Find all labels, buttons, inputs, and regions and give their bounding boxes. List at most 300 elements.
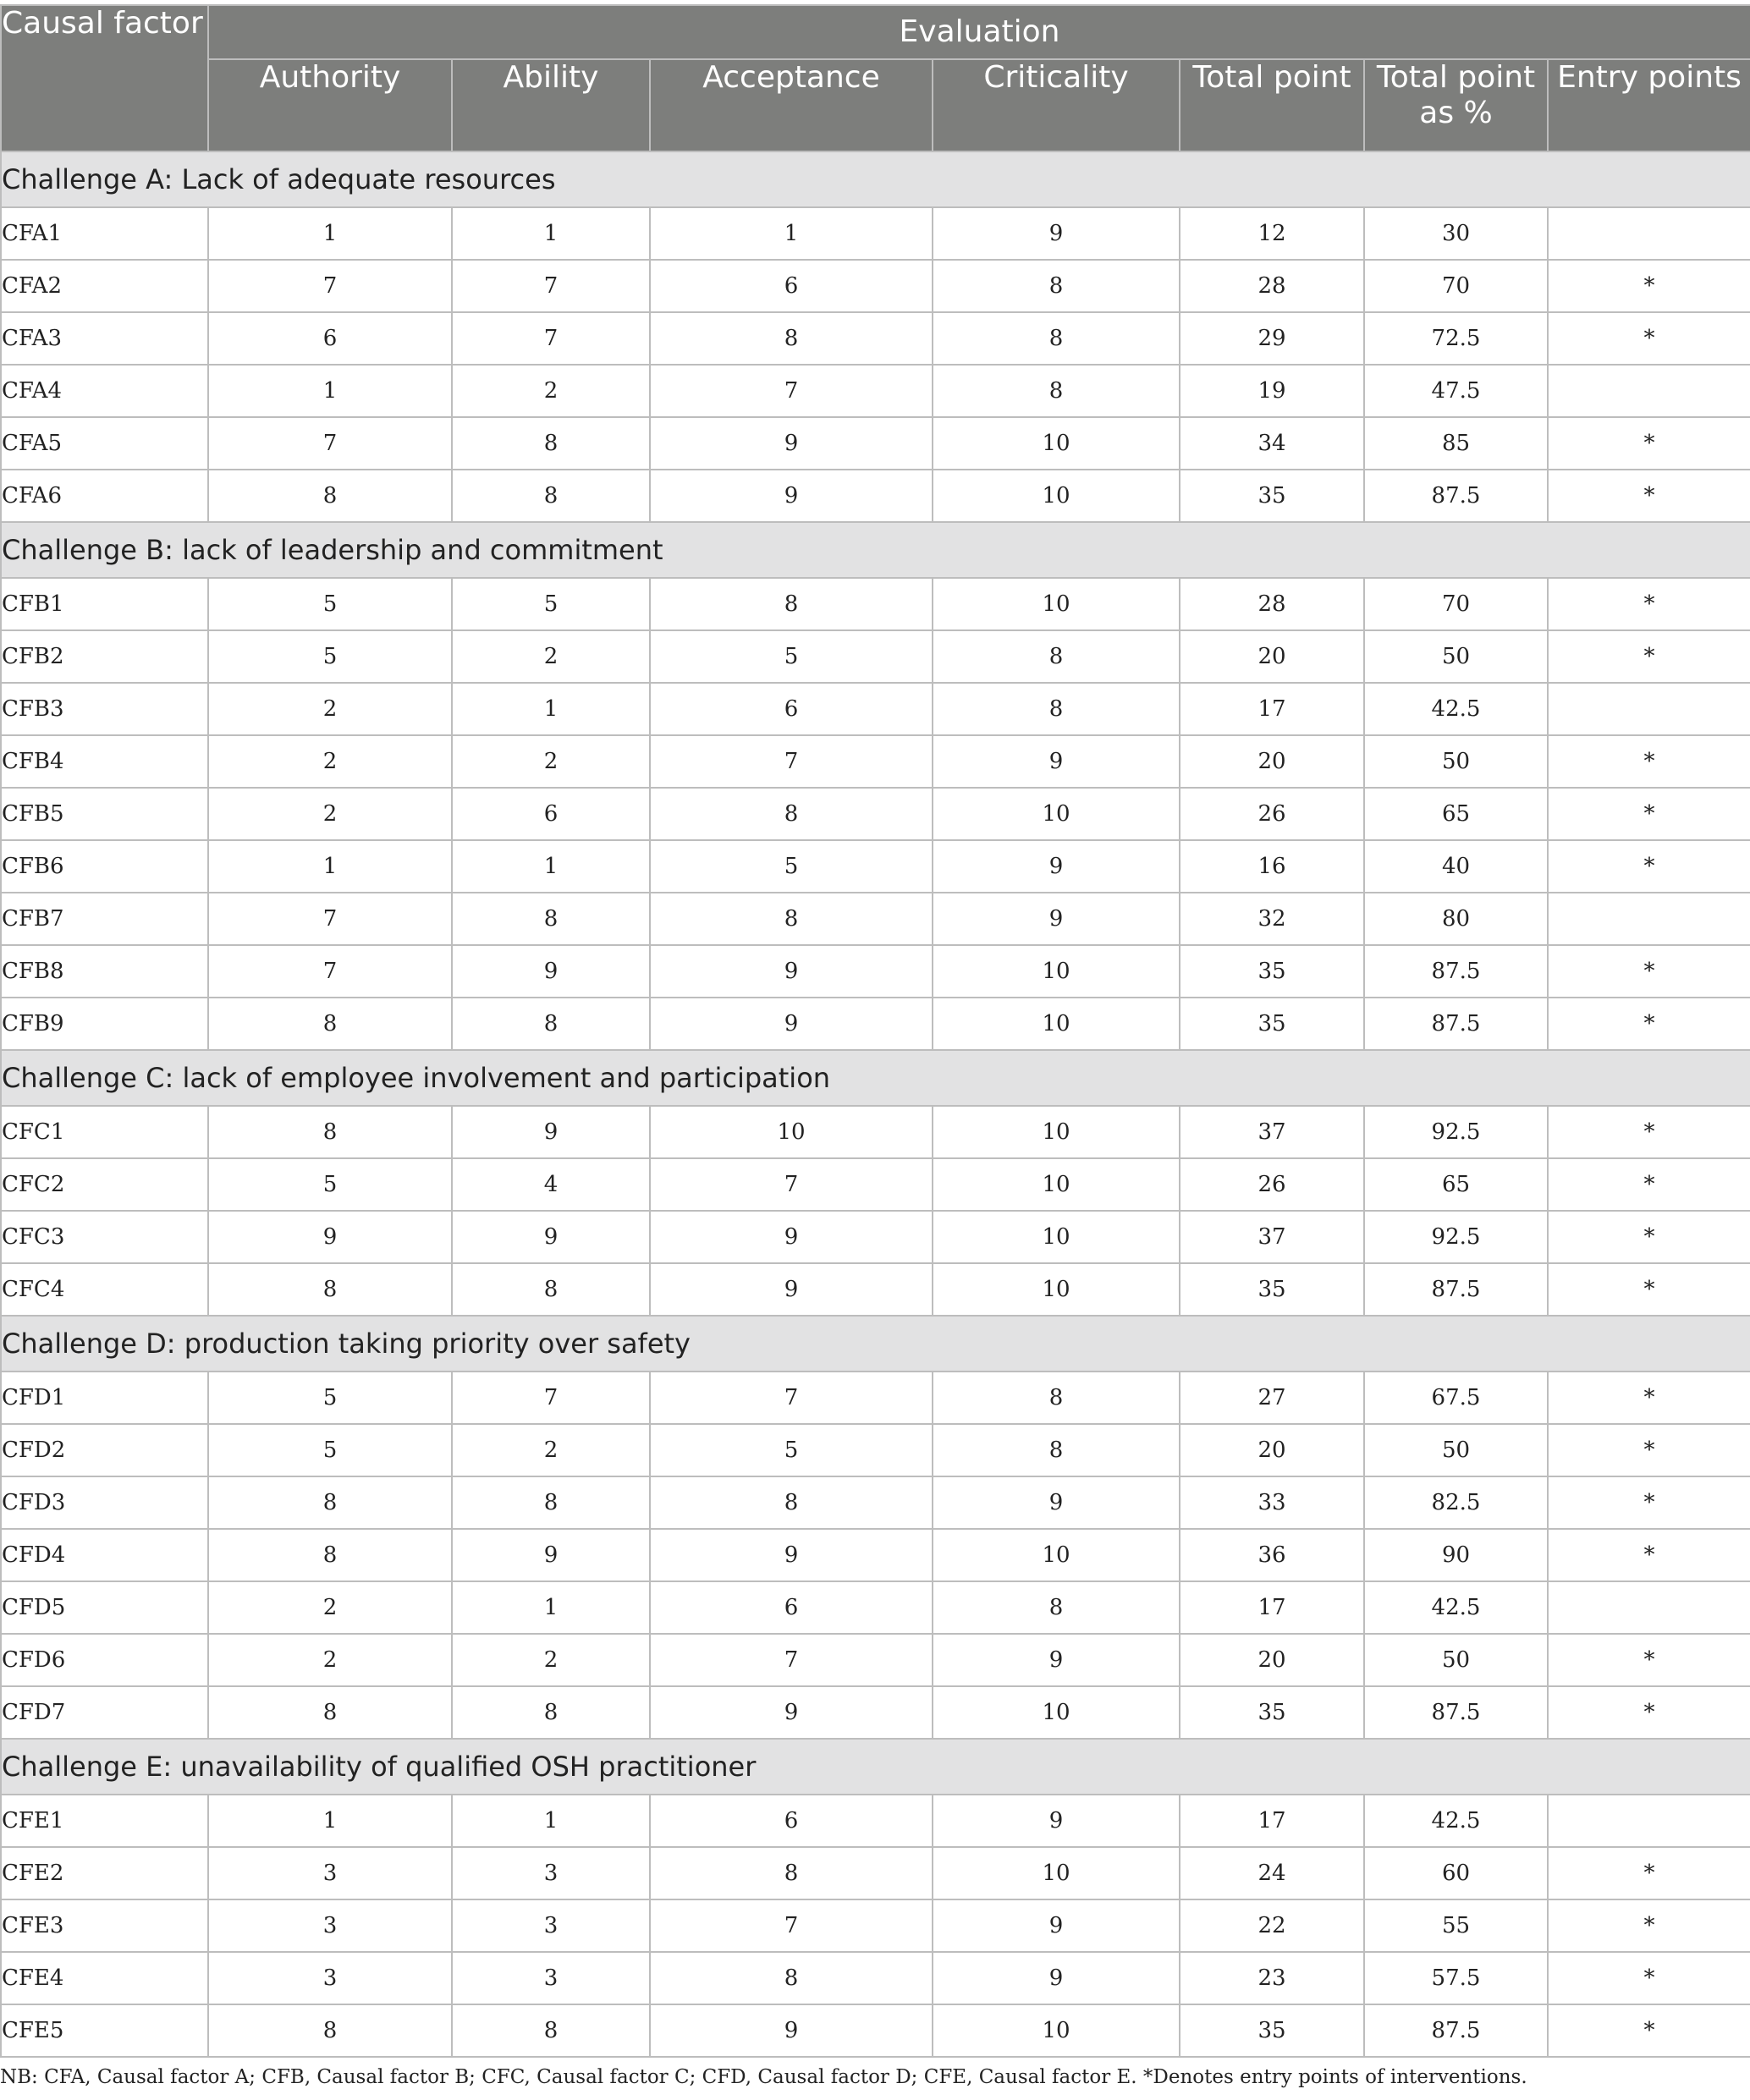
total-point-cell: 37: [1180, 1106, 1364, 1158]
total-point-percent-cell: 42.5: [1364, 683, 1548, 735]
column-header-acceptance: Acceptance: [650, 59, 933, 151]
table-row: [1, 788, 1750, 840]
criticality-cell: 10: [933, 2004, 1180, 2057]
challenge-title: Challenge A: Lack of adequate resources: [1, 151, 1750, 207]
authority-cell: 5: [208, 630, 452, 683]
total-point-percent-cell: 60: [1364, 1847, 1548, 1899]
acceptance-cell: 7: [650, 1899, 933, 1952]
total-point-cell: 35: [1180, 1263, 1364, 1316]
total-point-cell: 28: [1180, 260, 1364, 312]
entry-point-cell: *: [1548, 1211, 1750, 1263]
entry-point-cell: *: [1548, 788, 1750, 840]
criticality-cell: 10: [933, 788, 1180, 840]
table-row: [1, 840, 1750, 893]
criticality-cell: 9: [933, 735, 1180, 788]
authority-cell: 7: [208, 945, 452, 998]
authority-cell: 8: [208, 2004, 452, 2057]
total-point-percent-cell: 42.5: [1364, 1581, 1548, 1634]
table-row: [1, 417, 1750, 470]
acceptance-cell: 9: [650, 417, 933, 470]
total-point-cell: 16: [1180, 840, 1364, 893]
acceptance-cell: 6: [650, 1581, 933, 1634]
header-row-columns: [1, 59, 1750, 151]
total-point-cell: 29: [1180, 312, 1364, 365]
table-row: [1, 1847, 1750, 1899]
criticality-cell: 10: [933, 417, 1180, 470]
acceptance-cell: 7: [650, 1634, 933, 1686]
ability-cell: 7: [452, 312, 650, 365]
criticality-cell: 10: [933, 1529, 1180, 1581]
total-point-cell: 37: [1180, 1211, 1364, 1263]
total-point-percent-cell: 50: [1364, 630, 1548, 683]
entry-point-cell: *: [1548, 1106, 1750, 1158]
total-point-cell: 17: [1180, 1795, 1364, 1847]
criticality-cell: 10: [933, 1106, 1180, 1158]
total-point-percent-cell: 87.5: [1364, 2004, 1548, 2057]
table-row: [1, 1158, 1750, 1211]
authority-cell: 8: [208, 998, 452, 1050]
total-point-cell: 17: [1180, 683, 1364, 735]
total-point-percent-cell: 87.5: [1364, 998, 1548, 1050]
total-point-cell: 22: [1180, 1899, 1364, 1952]
entry-point-cell: [1548, 365, 1750, 417]
acceptance-cell: 5: [650, 1424, 933, 1476]
table-footnote: NB: CFA, Causal factor A; CFB, Causal factor B; CFC, Causal factor C; CFD, Causal factor D; CFE, Causal factor E. *Denotes entry points of interventions.: [0, 2066, 1527, 2088]
entry-point-cell: *: [1548, 1686, 1750, 1739]
entry-point-cell: *: [1548, 2004, 1750, 2057]
acceptance-cell: 7: [650, 1372, 933, 1424]
causal-factor-cell: CFB7: [1, 893, 208, 945]
causal-factor-cell: CFD2: [1, 1424, 208, 1476]
total-point-percent-cell: 80: [1364, 893, 1548, 945]
ability-cell: 2: [452, 630, 650, 683]
table-row: [1, 683, 1750, 735]
authority-cell: 1: [208, 840, 452, 893]
causal-factor-cell: CFC2: [1, 1158, 208, 1211]
acceptance-cell: 1: [650, 207, 933, 260]
entry-point-cell: [1548, 1795, 1750, 1847]
authority-cell: 7: [208, 417, 452, 470]
acceptance-cell: 10: [650, 1106, 933, 1158]
total-point-percent-cell: 87.5: [1364, 470, 1548, 522]
ability-cell: 1: [452, 1581, 650, 1634]
total-point-percent-cell: 65: [1364, 788, 1548, 840]
causal-factor-cell: CFB5: [1, 788, 208, 840]
authority-cell: 2: [208, 1581, 452, 1634]
table-row: [1, 1634, 1750, 1686]
criticality-cell: 10: [933, 1686, 1180, 1739]
entry-point-cell: *: [1548, 1372, 1750, 1424]
causal-factor-cell: CFA3: [1, 312, 208, 365]
table-row: [1, 365, 1750, 417]
table-row: [1, 1424, 1750, 1476]
causal-factor-cell: CFA2: [1, 260, 208, 312]
total-point-percent-cell: 70: [1364, 578, 1548, 630]
authority-cell: 2: [208, 788, 452, 840]
causal-factor-cell: CFD4: [1, 1529, 208, 1581]
causal-factor-cell: CFE2: [1, 1847, 208, 1899]
table-row: [1, 893, 1750, 945]
criticality-cell: 10: [933, 470, 1180, 522]
total-point-cell: 33: [1180, 1476, 1364, 1529]
criticality-cell: 9: [933, 1952, 1180, 2004]
acceptance-cell: 6: [650, 260, 933, 312]
ability-cell: 2: [452, 1634, 650, 1686]
ability-cell: 7: [452, 260, 650, 312]
ability-cell: 8: [452, 1476, 650, 1529]
causal-factor-cell: CFC1: [1, 1106, 208, 1158]
table-row: [1, 1211, 1750, 1263]
acceptance-cell: 9: [650, 1211, 933, 1263]
authority-cell: 8: [208, 1476, 452, 1529]
criticality-cell: 9: [933, 840, 1180, 893]
table-row: [1, 630, 1750, 683]
column-header-total-point: Total point: [1180, 59, 1364, 151]
total-point-percent-cell: 47.5: [1364, 365, 1548, 417]
total-point-cell: 27: [1180, 1372, 1364, 1424]
causal-factor-cell: CFD1: [1, 1372, 208, 1424]
challenge-title: Challenge D: production taking priority over safety: [1, 1316, 1750, 1372]
ability-cell: 7: [452, 1372, 650, 1424]
criticality-cell: 8: [933, 1372, 1180, 1424]
authority-cell: 2: [208, 1634, 452, 1686]
causal-factor-cell: CFB9: [1, 998, 208, 1050]
ability-cell: 3: [452, 1847, 650, 1899]
challenge-title: Challenge C: lack of employee involvement and participation: [1, 1050, 1750, 1106]
total-point-cell: 17: [1180, 1581, 1364, 1634]
table-row: [1, 735, 1750, 788]
total-point-percent-cell: 65: [1364, 1158, 1548, 1211]
entry-point-cell: *: [1548, 312, 1750, 365]
challenge-row: [1, 1739, 1750, 1795]
criticality-cell: 9: [933, 1634, 1180, 1686]
causal-factor-cell: CFE4: [1, 1952, 208, 2004]
entry-point-cell: *: [1548, 1529, 1750, 1581]
criticality-cell: 10: [933, 945, 1180, 998]
acceptance-cell: 9: [650, 998, 933, 1050]
causal-factor-cell: CFB2: [1, 630, 208, 683]
causal-factor-cell: CFC4: [1, 1263, 208, 1316]
authority-cell: 2: [208, 735, 452, 788]
acceptance-cell: 7: [650, 1158, 933, 1211]
acceptance-cell: 6: [650, 1795, 933, 1847]
acceptance-cell: 9: [650, 1529, 933, 1581]
total-point-cell: 35: [1180, 1686, 1364, 1739]
ability-cell: 8: [452, 1263, 650, 1316]
total-point-cell: 32: [1180, 893, 1364, 945]
ability-cell: 8: [452, 893, 650, 945]
challenge-title: Challenge B: lack of leadership and commitment: [1, 522, 1750, 578]
entry-point-cell: *: [1548, 945, 1750, 998]
criticality-cell: 10: [933, 1263, 1180, 1316]
causal-factor-cell: CFA5: [1, 417, 208, 470]
acceptance-cell: 7: [650, 365, 933, 417]
causal-factor-cell: CFE3: [1, 1899, 208, 1952]
total-point-percent-cell: 40: [1364, 840, 1548, 893]
column-header-ability: Ability: [452, 59, 650, 151]
entry-point-cell: *: [1548, 1263, 1750, 1316]
entry-point-cell: *: [1548, 840, 1750, 893]
authority-cell: 6: [208, 312, 452, 365]
challenge-row: [1, 522, 1750, 578]
total-point-cell: 34: [1180, 417, 1364, 470]
ability-cell: 8: [452, 1686, 650, 1739]
ability-cell: 1: [452, 683, 650, 735]
total-point-cell: 24: [1180, 1847, 1364, 1899]
causal-factor-cell: CFB4: [1, 735, 208, 788]
criticality-cell: 10: [933, 578, 1180, 630]
ability-cell: 5: [452, 578, 650, 630]
ability-cell: 3: [452, 1952, 650, 2004]
total-point-cell: 26: [1180, 1158, 1364, 1211]
table-row: [1, 1686, 1750, 1739]
entry-point-cell: *: [1548, 1952, 1750, 2004]
acceptance-cell: 8: [650, 1476, 933, 1529]
criticality-cell: 10: [933, 1158, 1180, 1211]
total-point-percent-cell: 90: [1364, 1529, 1548, 1581]
challenge-title: Challenge E: unavailability of qualified OSH practitioner: [1, 1739, 1750, 1795]
criticality-cell: 9: [933, 1899, 1180, 1952]
table-row: [1, 1372, 1750, 1424]
total-point-percent-cell: 57.5: [1364, 1952, 1548, 2004]
ability-cell: 9: [452, 1529, 650, 1581]
authority-cell: 8: [208, 1529, 452, 1581]
evaluation-table: [0, 4, 1750, 2058]
total-point-cell: 19: [1180, 365, 1364, 417]
authority-cell: 1: [208, 1795, 452, 1847]
ability-cell: 2: [452, 365, 650, 417]
table-row: [1, 1263, 1750, 1316]
causal-factor-cell: CFB1: [1, 578, 208, 630]
total-point-cell: 28: [1180, 578, 1364, 630]
acceptance-cell: 5: [650, 840, 933, 893]
criticality-cell: 8: [933, 630, 1180, 683]
criticality-cell: 8: [933, 683, 1180, 735]
total-point-percent-cell: 67.5: [1364, 1372, 1548, 1424]
total-point-cell: 12: [1180, 207, 1364, 260]
total-point-cell: 23: [1180, 1952, 1364, 2004]
total-point-cell: 20: [1180, 735, 1364, 788]
entry-point-cell: *: [1548, 470, 1750, 522]
authority-cell: 5: [208, 1372, 452, 1424]
total-point-percent-cell: 92.5: [1364, 1211, 1548, 1263]
authority-cell: 2: [208, 683, 452, 735]
acceptance-cell: 7: [650, 735, 933, 788]
column-header-total-point-percent: Total point as %: [1364, 59, 1548, 151]
total-point-percent-cell: 87.5: [1364, 945, 1548, 998]
causal-factor-cell: CFA1: [1, 207, 208, 260]
acceptance-cell: 8: [650, 1952, 933, 2004]
ability-cell: 4: [452, 1158, 650, 1211]
ability-cell: 1: [452, 840, 650, 893]
entry-point-cell: *: [1548, 1634, 1750, 1686]
acceptance-cell: 8: [650, 788, 933, 840]
table-body: [1, 151, 1750, 2057]
ability-cell: 9: [452, 945, 650, 998]
entry-point-cell: [1548, 683, 1750, 735]
entry-point-cell: *: [1548, 260, 1750, 312]
total-point-percent-cell: 42.5: [1364, 1795, 1548, 1847]
authority-cell: 8: [208, 470, 452, 522]
total-point-percent-cell: 30: [1364, 207, 1548, 260]
causal-factor-cell: CFD5: [1, 1581, 208, 1634]
criticality-cell: 8: [933, 260, 1180, 312]
header-row-top: [1, 5, 1750, 59]
table-row: [1, 578, 1750, 630]
criticality-cell: 9: [933, 207, 1180, 260]
authority-cell: 1: [208, 365, 452, 417]
causal-factor-cell: CFA6: [1, 470, 208, 522]
criticality-cell: 8: [933, 312, 1180, 365]
table-row: [1, 1952, 1750, 2004]
causal-factor-cell: CFD3: [1, 1476, 208, 1529]
authority-cell: 3: [208, 1899, 452, 1952]
table-row: [1, 1581, 1750, 1634]
acceptance-cell: 9: [650, 2004, 933, 2057]
total-point-cell: 36: [1180, 1529, 1364, 1581]
criticality-cell: 10: [933, 998, 1180, 1050]
causal-factor-header: Causal factor: [1, 5, 208, 151]
entry-point-cell: *: [1548, 1847, 1750, 1899]
criticality-cell: 9: [933, 1476, 1180, 1529]
ability-cell: 1: [452, 207, 650, 260]
authority-cell: 5: [208, 1424, 452, 1476]
authority-cell: 3: [208, 1847, 452, 1899]
criticality-cell: 9: [933, 893, 1180, 945]
table-row: [1, 1529, 1750, 1581]
ability-cell: 2: [452, 1424, 650, 1476]
causal-factor-cell: CFD7: [1, 1686, 208, 1739]
total-point-percent-cell: 50: [1364, 1424, 1548, 1476]
table-row: [1, 998, 1750, 1050]
authority-cell: 7: [208, 893, 452, 945]
authority-cell: 8: [208, 1686, 452, 1739]
authority-cell: 7: [208, 260, 452, 312]
total-point-percent-cell: 92.5: [1364, 1106, 1548, 1158]
total-point-percent-cell: 55: [1364, 1899, 1548, 1952]
column-header-criticality: Criticality: [933, 59, 1180, 151]
authority-cell: 8: [208, 1263, 452, 1316]
table-row: [1, 1106, 1750, 1158]
acceptance-cell: 8: [650, 312, 933, 365]
table-row: [1, 260, 1750, 312]
table-row: [1, 1476, 1750, 1529]
entry-point-cell: *: [1548, 1158, 1750, 1211]
acceptance-cell: 8: [650, 1847, 933, 1899]
entry-point-cell: [1548, 1581, 1750, 1634]
causal-factor-cell: CFB6: [1, 840, 208, 893]
authority-cell: 9: [208, 1211, 452, 1263]
total-point-cell: 35: [1180, 2004, 1364, 2057]
causal-factor-cell: CFA4: [1, 365, 208, 417]
entry-point-cell: *: [1548, 998, 1750, 1050]
causal-factor-cell: CFE1: [1, 1795, 208, 1847]
entry-point-cell: [1548, 207, 1750, 260]
ability-cell: 8: [452, 470, 650, 522]
evaluation-header: Evaluation: [208, 5, 1750, 59]
ability-cell: 8: [452, 998, 650, 1050]
criticality-cell: 8: [933, 1581, 1180, 1634]
total-point-percent-cell: 82.5: [1364, 1476, 1548, 1529]
total-point-percent-cell: 87.5: [1364, 1686, 1548, 1739]
total-point-cell: 20: [1180, 1634, 1364, 1686]
ability-cell: 9: [452, 1211, 650, 1263]
entry-point-cell: [1548, 893, 1750, 945]
total-point-cell: 26: [1180, 788, 1364, 840]
ability-cell: 3: [452, 1899, 650, 1952]
acceptance-cell: 9: [650, 945, 933, 998]
authority-cell: 5: [208, 578, 452, 630]
total-point-percent-cell: 87.5: [1364, 1263, 1548, 1316]
column-header-authority: Authority: [208, 59, 452, 151]
acceptance-cell: 9: [650, 1686, 933, 1739]
total-point-percent-cell: 72.5: [1364, 312, 1548, 365]
total-point-cell: 35: [1180, 945, 1364, 998]
causal-factor-cell: CFB3: [1, 683, 208, 735]
causal-factor-cell: CFB8: [1, 945, 208, 998]
acceptance-cell: 8: [650, 578, 933, 630]
challenge-row: [1, 151, 1750, 207]
authority-cell: 8: [208, 1106, 452, 1158]
causal-factor-cell: CFC3: [1, 1211, 208, 1263]
table-row: [1, 2004, 1750, 2057]
ability-cell: 8: [452, 417, 650, 470]
total-point-cell: 35: [1180, 998, 1364, 1050]
criticality-cell: 8: [933, 1424, 1180, 1476]
entry-point-cell: *: [1548, 1424, 1750, 1476]
entry-point-cell: *: [1548, 417, 1750, 470]
criticality-cell: 10: [933, 1211, 1180, 1263]
challenge-row: [1, 1316, 1750, 1372]
entry-point-cell: *: [1548, 1899, 1750, 1952]
authority-cell: 5: [208, 1158, 452, 1211]
table-row: [1, 945, 1750, 998]
ability-cell: 8: [452, 2004, 650, 2057]
causal-factor-cell: CFD6: [1, 1634, 208, 1686]
ability-cell: 2: [452, 735, 650, 788]
entry-point-cell: *: [1548, 735, 1750, 788]
entry-point-cell: *: [1548, 1476, 1750, 1529]
entry-point-cell: *: [1548, 630, 1750, 683]
acceptance-cell: 8: [650, 893, 933, 945]
column-header-entry-points: Entry points: [1548, 59, 1750, 151]
criticality-cell: 8: [933, 365, 1180, 417]
table-row: [1, 312, 1750, 365]
authority-cell: 1: [208, 207, 452, 260]
acceptance-cell: 6: [650, 683, 933, 735]
table-row: [1, 1899, 1750, 1952]
challenge-row: [1, 1050, 1750, 1106]
ability-cell: 9: [452, 1106, 650, 1158]
criticality-cell: 10: [933, 1847, 1180, 1899]
ability-cell: 1: [452, 1795, 650, 1847]
total-point-percent-cell: 70: [1364, 260, 1548, 312]
total-point-percent-cell: 85: [1364, 417, 1548, 470]
acceptance-cell: 5: [650, 630, 933, 683]
acceptance-cell: 9: [650, 470, 933, 522]
table-row: [1, 207, 1750, 260]
causal-factor-cell: CFE5: [1, 2004, 208, 2057]
total-point-cell: 20: [1180, 1424, 1364, 1476]
criticality-cell: 9: [933, 1795, 1180, 1847]
authority-cell: 3: [208, 1952, 452, 2004]
total-point-percent-cell: 50: [1364, 735, 1548, 788]
acceptance-cell: 9: [650, 1263, 933, 1316]
total-point-percent-cell: 50: [1364, 1634, 1548, 1686]
total-point-cell: 20: [1180, 630, 1364, 683]
entry-point-cell: *: [1548, 578, 1750, 630]
ability-cell: 6: [452, 788, 650, 840]
